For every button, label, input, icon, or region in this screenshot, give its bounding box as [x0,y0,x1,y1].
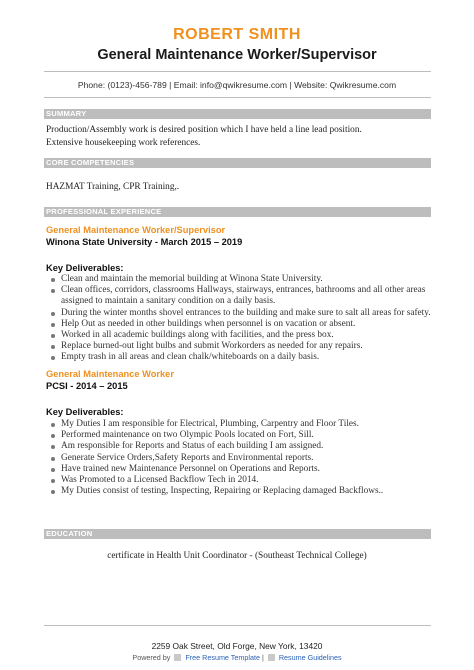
section-header-education: EDUCATION [44,529,431,539]
job-2-deliverables-list [46,419,431,497]
bullet-icon [51,434,55,438]
list-item: Clean and maintain the memorial building at Winona State University. [46,274,431,285]
section-header-competencies: CORE COMPETENCIES [44,158,431,168]
job-1-company: Winona State University - March 2015 – 2019 [46,237,243,247]
bullet-icon [51,345,55,349]
bullet-icon [51,356,55,360]
footer-links [0,653,474,662]
education-entry: certificate in Health Unit Coordinator - (Southeast Technical College) [107,551,367,561]
bullet-icon [51,289,55,293]
bullet-icon [51,468,55,472]
list-item: Performed maintenance on two Olympic Pools located on Fort, Sill. [46,430,431,441]
bullet-icon [51,490,55,494]
list-item: Empty trash in all areas and clean chalk/whiteboards on a daily basis. [46,352,431,363]
job-1-deliverables-heading: Key Deliverables: [46,263,124,273]
free-resume-template-link[interactable]: Free Resume Template [185,653,260,662]
bullet-icon [51,278,55,282]
bullet-icon [51,323,55,327]
list-item: Have trained new Maintenance Personnel on Operations and Reports. [46,464,431,475]
template-icon [174,654,181,661]
powered-by-label: Powered by [132,653,171,662]
header-divider-bottom [44,97,431,98]
bullet-icon [51,334,55,338]
section-header-summary: SUMMARY [44,109,431,119]
contact-line: Phone: (0123)-456-789 | Email: info@qwikresume.com | Website: Qwikresume.com [77,80,397,90]
header-divider-top [44,71,431,72]
footer-divider [44,625,431,626]
job-2-company: PCSI - 2014 – 2015 [46,381,128,391]
list-item: Worked in all academic buildings along with facilities, and the press box. [46,330,431,341]
bullet-icon [51,312,55,316]
job-1-title: General Maintenance Worker/Supervisor [46,225,226,235]
bullet-icon [51,479,55,483]
guidelines-icon [268,654,275,661]
footer-separator: | [261,653,264,662]
resume-job-title: General Maintenance Worker/Supervisor [97,47,377,63]
list-item: Replace burned-out light bulbs and submit Workorders as needed for any repairs. [46,341,431,352]
job-2-deliverables-heading: Key Deliverables: [46,407,124,417]
footer-address: 2259 Oak Street, Old Forge, New York, 13420 [151,641,323,651]
competencies-text: HAZMAT Training, CPR Training,. [46,182,180,192]
candidate-name: ROBERT SMITH [173,26,301,43]
resume-guidelines-link[interactable]: Resume Guidelines [278,653,342,662]
section-header-experience: PROFESSIONAL EXPERIENCE [44,207,431,217]
bullet-icon [51,445,55,449]
summary-line-1: Production/Assembly work is desired position which I have held a line lead position. [46,125,362,135]
summary-text [46,124,431,149]
list-item: During the winter months shovel entrances to the building and make sure to salt all areas for safety. [46,308,431,319]
summary-line-2: Extensive housekeeping work references. [46,137,201,148]
list-item: Generate Service Orders,Safety Reports and Environmental reports. [46,453,431,464]
job-1-deliverables-list [46,274,431,364]
bullet-icon [51,423,55,427]
list-item: Was Promoted to a Licensed Backflow Tech in 2014. [46,475,431,486]
bullet-icon [51,457,55,461]
list-item: My Duties I am responsible for Electrical, Plumbing, Carpentry and Floor Tiles. [46,419,431,430]
list-item: Help Out as needed in other buildings when personnel is on vacation or absent. [46,319,431,330]
list-item: Clean offices, corridors, classrooms Hallways, stairways, entrances, bathrooms and all other areas assigned to maintain a sanitary condition on a daily basis. [46,285,431,307]
list-item: Am responsible for Reports and Status of each building I am assigned. [46,441,431,452]
job-2-title: General Maintenance Worker [46,369,174,379]
list-item: My Duties consist of testing, Inspecting, Repairing or Replacing damaged Backflows.. [46,486,431,497]
